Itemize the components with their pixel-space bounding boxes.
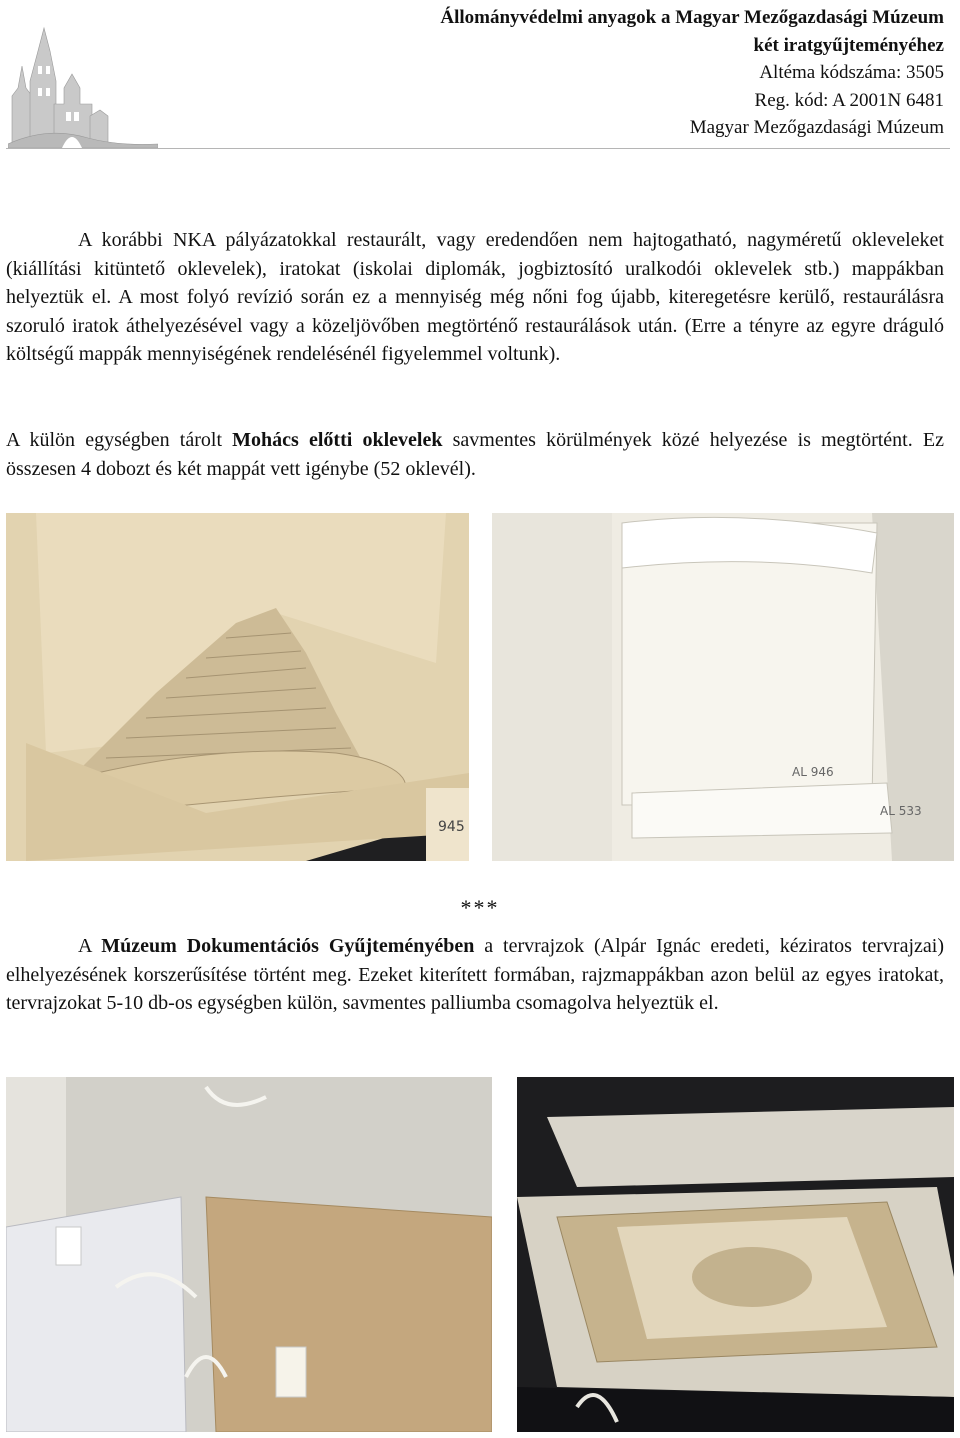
photo1-tag: 945	[438, 819, 465, 835]
paragraph-mohacs-rest: savmentes körülmények közé helyezése is megtörtént. Ez összesen 4 dobozt és két mappát vett igénybe (52 oklevél).	[6, 429, 944, 480]
paragraph-mohacs-lead: A külön egységben tárolt	[6, 429, 233, 451]
photo-portfolio-folders	[6, 1077, 492, 1432]
paragraph-documentation-lead: A	[78, 935, 102, 957]
paragraph-documentation-bold: Múzeum Dokumentációs Gyűjteményében	[101, 935, 475, 957]
paragraph-mohacs	[6, 426, 944, 483]
paragraph-documentation	[6, 932, 944, 1018]
photo-mounted-drawing	[517, 1077, 954, 1432]
photo-charter-in-folder	[6, 513, 469, 861]
paragraph-folders-text: A korábbi NKA pályázatokkal restaurált, vagy eredendően nem hajtogatható, nagyméretű okleveleket (kiállítási kitüntető oklevelek), iratokat (iskolai diplomák, jogbiztosító uralkodói oklevelek stb.) mappákban helyeztük el.	[6, 229, 944, 308]
header-title-line2: két iratgyűjteményéhez	[753, 34, 944, 56]
header-institution: Magyar Mezőgazdasági Múzeum	[689, 117, 944, 138]
photo-folders-in-box	[492, 513, 954, 861]
header-subtopic-code: Altéma kódszáma: 3505	[759, 62, 944, 83]
header-divider	[6, 148, 950, 149]
section-separator: ***	[460, 895, 500, 920]
paragraph-documentation-rest: a tervrajzok (Alpár Ignác eredeti, kéziratos tervrajzai) elhelyezésének korszerűsítése történt meg. Ezeket kiterített formában, rajzmappákban azon belül az egyes iratokat, tervrajzokat 5-10 db-os egységben külön, savmentes palliumba csomagolva helyeztük el.	[6, 935, 944, 1014]
paragraph-mohacs-bold: Mohács előtti oklevelek	[232, 429, 443, 451]
paragraph-folders	[6, 226, 944, 369]
paragraph-folders-text-2: A most folyó revízió során ez a mennyiség még nőni fog újabb, kiteregetésre kerülő, restaurálásra szoruló iratok áthelyezésével vagy a közeljövőben megtörténő restaurálások után.	[6, 286, 945, 337]
museum-logo	[8, 26, 158, 148]
document-header	[440, 4, 944, 142]
header-reg-code: Reg. kód: A 2001N 6481	[754, 89, 944, 111]
paragraph-folders-text-3: (Erre a tényre az egyre dráguló költségű mappák mennyiségének rendelésénél figyelemmel voltunk).	[6, 314, 944, 365]
photo2-tag1: AL 946	[792, 765, 834, 779]
header-title-line1: Állományvédelmi anyagok a Magyar Mezőgazdasági Múzeum	[440, 7, 944, 28]
photo2-tag2: AL 533	[880, 804, 922, 818]
